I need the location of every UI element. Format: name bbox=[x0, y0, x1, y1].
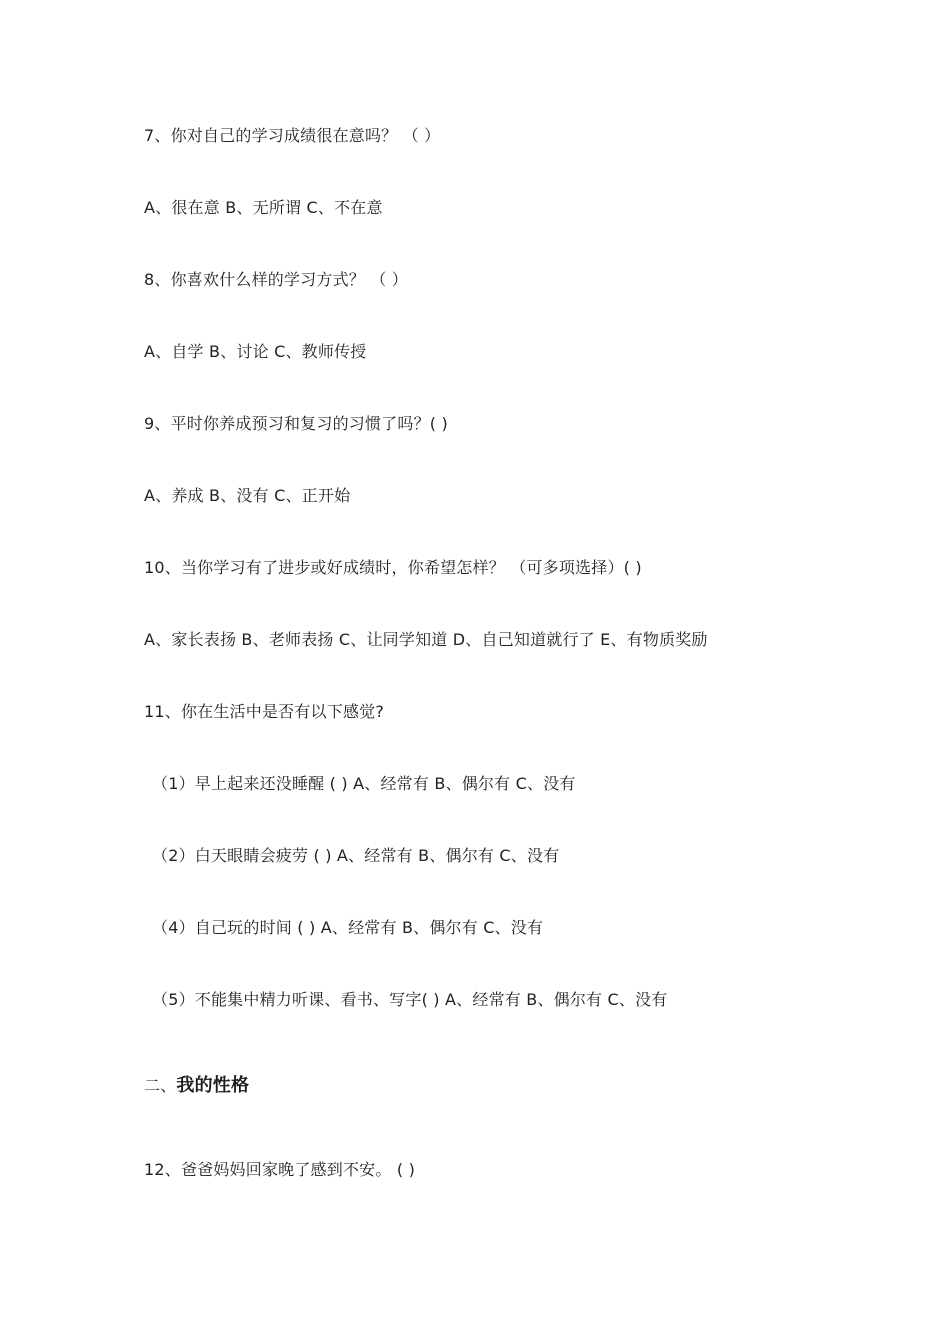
question-11: 11、你在生活中是否有以下感觉? bbox=[144, 702, 385, 721]
question-10-options: A、家长表扬 B、老师表扬 C、让同学知道 D、自己知道就行了 E、有物质奖励 bbox=[144, 630, 708, 649]
question-9: 9、平时你养成预习和复习的习惯了吗？( ) bbox=[144, 414, 448, 433]
question-7: 7、你对自己的学习成绩很在意吗？ （ ） bbox=[144, 126, 441, 145]
section-heading bbox=[144, 1075, 249, 1097]
section-heading-prefix: 二、 bbox=[144, 1076, 177, 1095]
question-12: 12、爸爸妈妈回家晚了感到不安。 ( ) bbox=[144, 1160, 416, 1179]
question-11-item-1: （1）早上起来还没睡醒 ( ) A、经常有 B、偶尔有 C、没有 bbox=[152, 774, 576, 793]
section-heading-title: 我的性格 bbox=[176, 1075, 250, 1096]
question-7-options: A、很在意 B、无所谓 C、不在意 bbox=[144, 198, 383, 217]
question-11-item-2: （2）白天眼睛会疲劳 ( ) A、经常有 B、偶尔有 C、没有 bbox=[152, 846, 560, 865]
question-9-options: A、养成 B、没有 C、正开始 bbox=[144, 486, 351, 505]
question-11-item-5: （5）不能集中精力听课、看书、写字( ) A、经常有 B、偶尔有 C、没有 bbox=[152, 990, 668, 1009]
question-10: 10、当你学习有了进步或好成绩时，你希望怎样？ （可多项选择）( ) bbox=[144, 558, 642, 577]
question-8: 8、你喜欢什么样的学习方式？ （ ） bbox=[144, 270, 408, 289]
question-11-item-4: （4）自己玩的时间 ( ) A、经常有 B、偶尔有 C、没有 bbox=[152, 918, 544, 937]
question-8-options: A、自学 B、讨论 C、教师传授 bbox=[144, 342, 367, 361]
